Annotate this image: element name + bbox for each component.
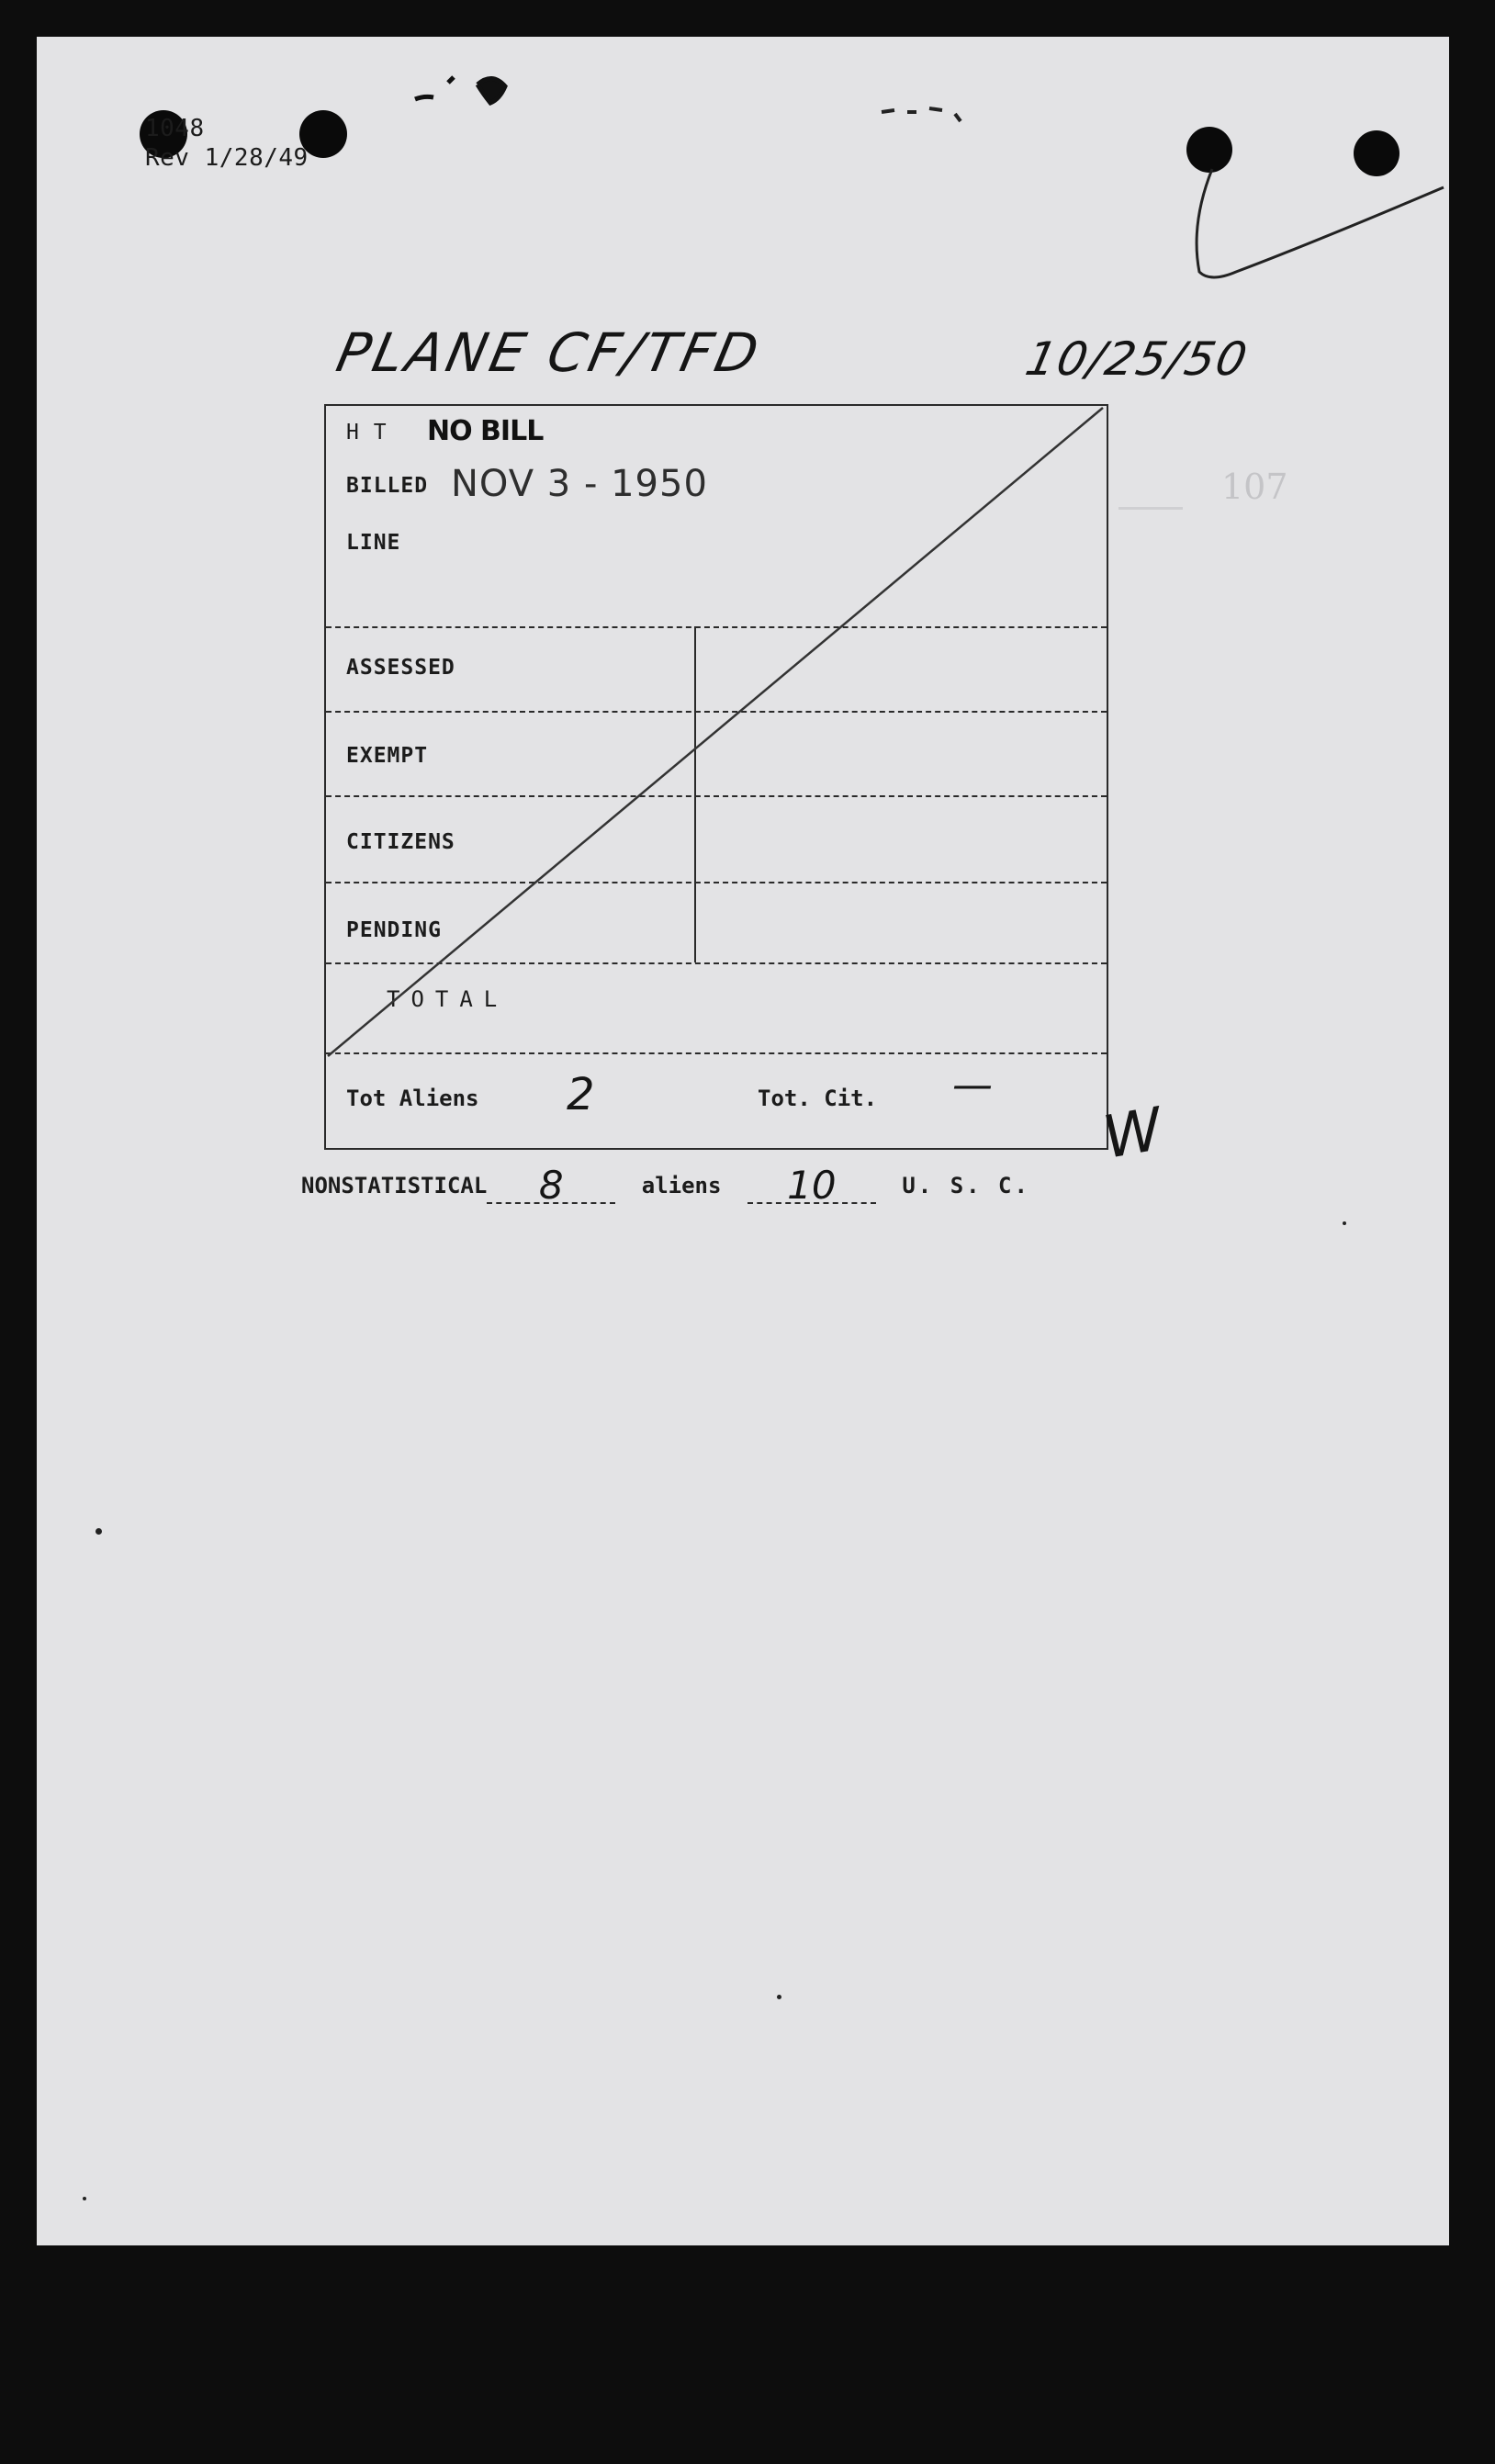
handwritten-title: PLANE CF/TFD [331,321,768,384]
aliens-blank [487,1157,615,1208]
tot-cit-label: Tot. Cit. [758,1086,878,1111]
handwritten-initial: W [1098,1096,1168,1173]
speck [777,1995,781,1999]
billed-label: BILLED [346,474,429,498]
speck [96,1528,102,1535]
nonstatistical-line [301,1157,1030,1208]
tot-aliens-label: Tot Aliens [346,1086,479,1111]
faint-dash [1118,507,1183,510]
form-code [145,114,309,173]
aliens-label: aliens [641,1173,722,1198]
no-bill-stamp: NO BILL [427,415,544,447]
diagonal-strikethrough [326,406,1107,1148]
nonstatistical-label: NONSTATISTICAL [301,1173,488,1198]
speck [83,2197,86,2200]
speck [1343,1221,1346,1225]
tot-cit-value: — [952,1062,993,1108]
citizens-label: CITIZENS [346,830,455,854]
assessed-label: ASSESSED [346,656,455,680]
usc-label: U. S. C. [902,1173,1030,1198]
form-number: 1048 [145,115,205,142]
line-label: LINE [346,531,401,555]
usc-blank [748,1157,876,1208]
pending-label: PENDING [346,918,442,942]
faint-number: 107 [1221,467,1288,507]
usc-value: 10 [787,1163,837,1208]
exempt-label: EXEMPT [346,744,429,768]
tally-form [324,404,1108,1150]
ht-label: H T [346,421,388,444]
form-revision: Rev 1/28/49 [145,144,309,172]
total-label: TOTAL [387,986,509,1012]
tot-aliens-value: 2 [567,1069,595,1120]
aliens-value: 8 [538,1163,564,1208]
handwritten-date: 10/25/50 [1020,332,1253,386]
billed-date-stamp: NOV 3 - 1950 [451,463,708,505]
